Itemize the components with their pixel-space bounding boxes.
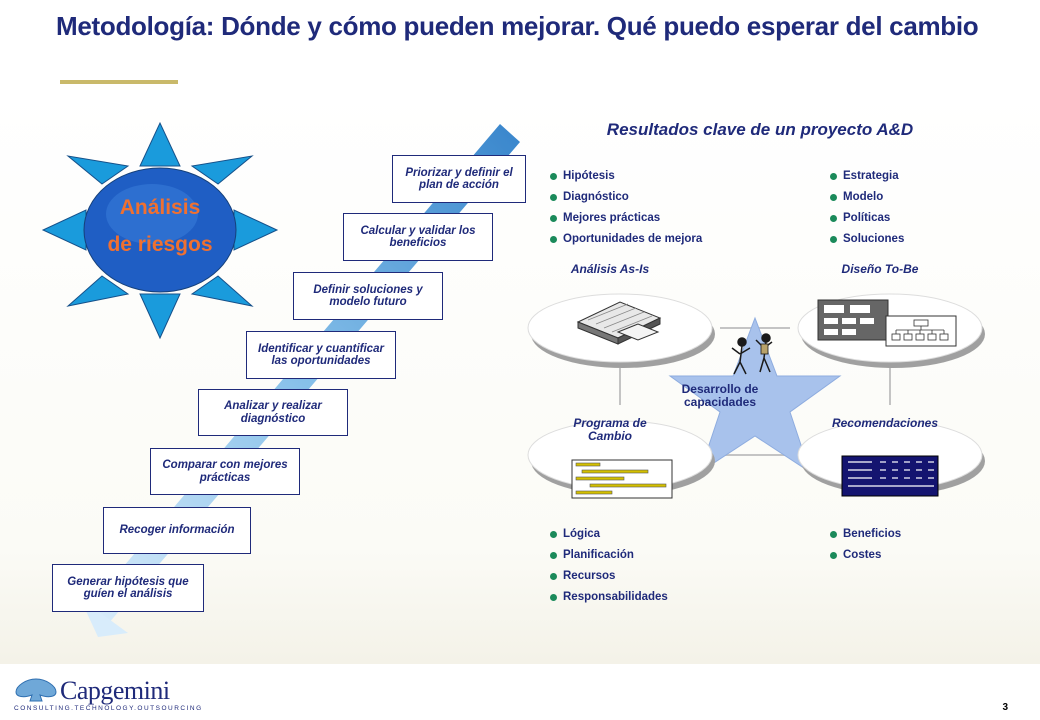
title-underline	[60, 80, 178, 84]
logo-tagline: CONSULTING.TECHNOLOGY.OUTSOURCING	[14, 705, 203, 712]
bullet-item: Recursos	[548, 566, 668, 587]
step-identificar: Identificar y cuantificar las oportunidades	[246, 331, 396, 379]
logo-wordmark: Capgemini	[60, 676, 170, 705]
recomendaciones-bullets	[828, 524, 901, 566]
bullet-item: Oportunidades de mejora	[548, 229, 702, 250]
bullet-item: Lógica	[548, 524, 668, 545]
bullet-item: Diagnóstico	[548, 187, 702, 208]
capgemini-spade-icon	[12, 676, 60, 704]
bullet-dot-icon	[550, 552, 557, 559]
results-title: Resultados clave de un proyecto A&D	[606, 120, 914, 139]
bullet-item: Políticas	[828, 208, 904, 229]
table-grid-icon	[842, 456, 938, 496]
gantt-chart-icon	[572, 460, 672, 498]
label-to-be: Diseño To-Be	[841, 262, 919, 276]
step-calcular-beneficios: Calcular y validar los beneficios	[343, 213, 493, 261]
bullet-item: Costes	[828, 545, 901, 566]
bullet-dot-icon	[830, 552, 837, 559]
bullet-dot-icon	[830, 236, 837, 243]
step-generar-hipotesis: Generar hipótesis que guíen el análisis	[52, 564, 204, 612]
label-recomendaciones: Recomendaciones	[831, 416, 939, 430]
step-analizar: Analizar y realizar diagnóstico	[198, 389, 348, 436]
bullet-item: Mejores prácticas	[548, 208, 702, 229]
page-number: 3	[1002, 702, 1008, 713]
step-recoger-informacion: Recoger información	[103, 507, 251, 554]
bullet-item: Planificación	[548, 545, 668, 566]
step-priorizar: Priorizar y definir el plan de acción	[392, 155, 526, 203]
bullet-item: Modelo	[828, 187, 904, 208]
sun-label-line2: de riesgos	[107, 233, 213, 256]
bullet-dot-icon	[550, 594, 557, 601]
bullet-dot-icon	[830, 194, 837, 201]
step-definir-soluciones: Definir soluciones y modelo futuro	[293, 272, 443, 320]
bullet-dot-icon	[830, 531, 837, 538]
as-is-bullets	[548, 166, 702, 250]
label-as-is: Análisis As-Is	[570, 262, 650, 276]
bullet-dot-icon	[550, 531, 557, 538]
bullet-dot-icon	[830, 173, 837, 180]
step-comparar: Comparar con mejores prácticas	[150, 448, 300, 495]
bullet-dot-icon	[550, 236, 557, 243]
programa-bullets	[548, 524, 668, 608]
label-desarrollo-capacidades: Desarrollo de capacidades	[681, 382, 759, 409]
bullet-dot-icon	[550, 573, 557, 580]
bullet-item: Hipótesis	[548, 166, 702, 187]
bullet-dot-icon	[550, 173, 557, 180]
label-programa-cambio: Programa de Cambio	[573, 416, 647, 443]
bullet-item: Responsabilidades	[548, 587, 668, 608]
slide-title: Metodología: Dónde y cómo pueden mejorar. Qué puedo esperar del cambio	[56, 11, 979, 41]
sun-label-line1: Análisis	[119, 196, 201, 219]
bullet-item: Soluciones	[828, 229, 904, 250]
to-be-bullets	[828, 166, 904, 250]
bullet-dot-icon	[550, 215, 557, 222]
bullet-dot-icon	[830, 215, 837, 222]
bullet-dot-icon	[550, 194, 557, 201]
bullet-item: Estrategia	[828, 166, 904, 187]
bullet-item: Beneficios	[828, 524, 901, 545]
